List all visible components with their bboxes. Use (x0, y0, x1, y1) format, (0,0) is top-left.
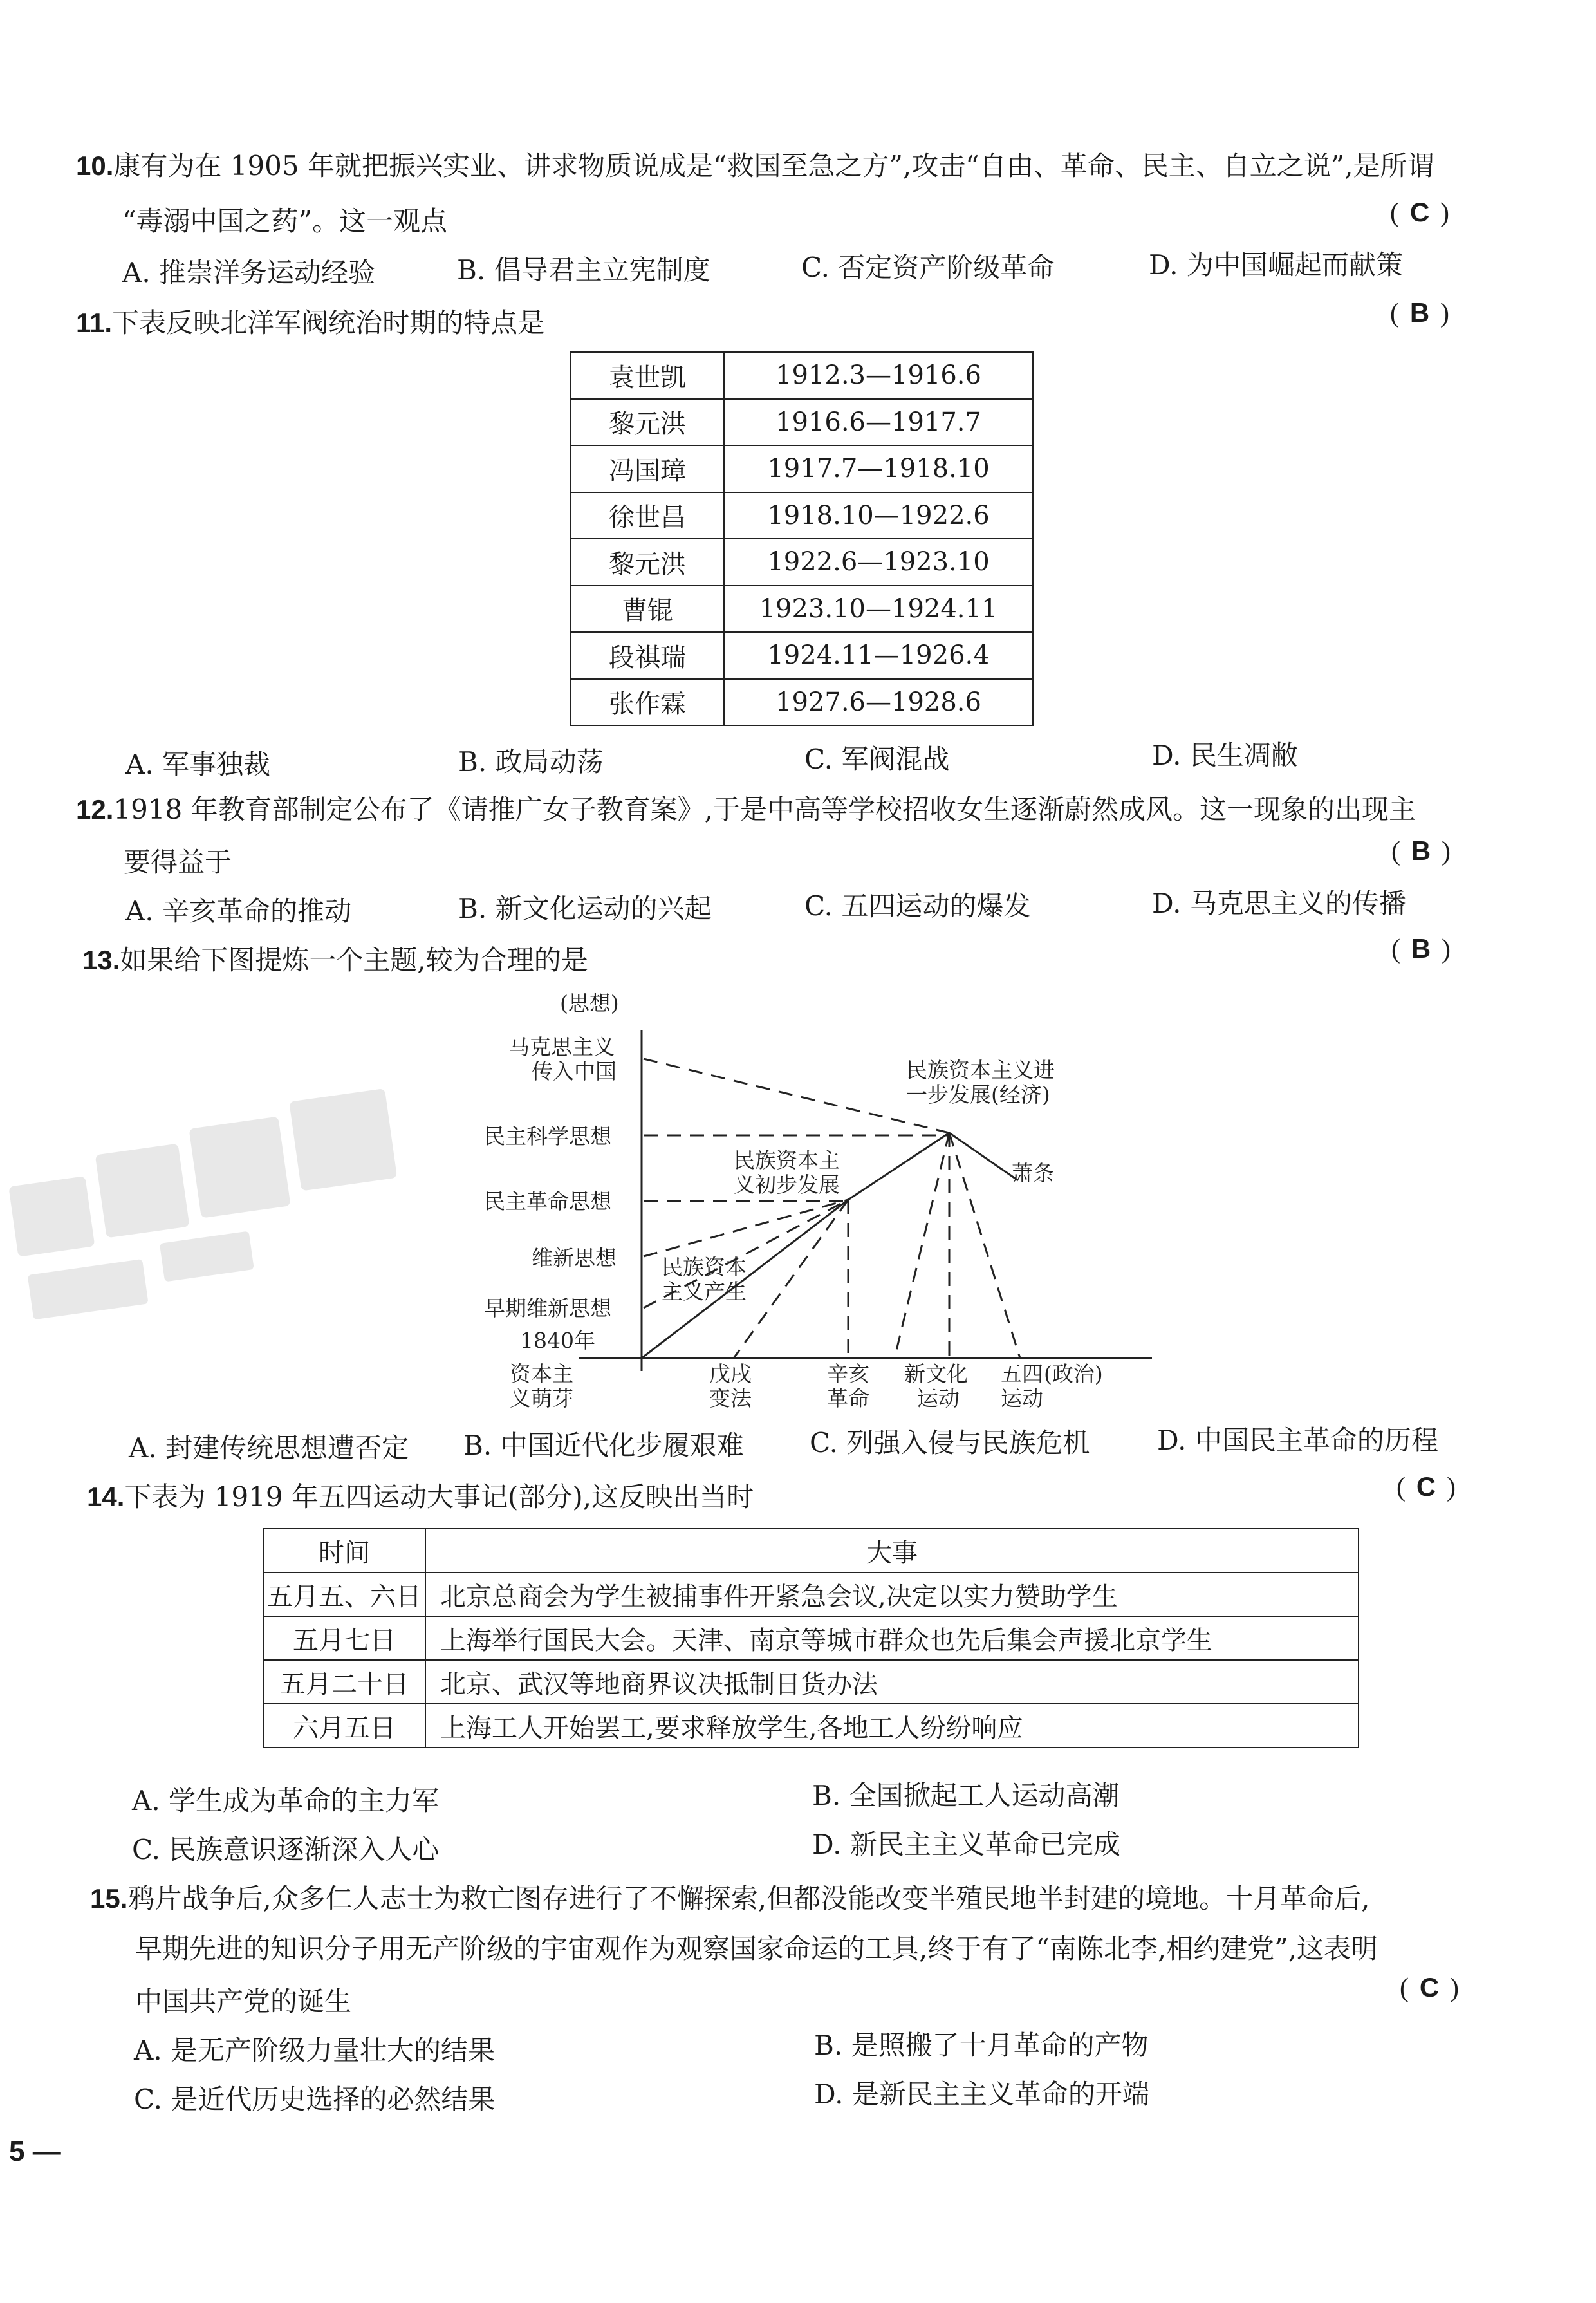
x-label-xinhai-2: 革命 (827, 1386, 869, 1411)
q13-option-d: D. 中国民主革命的历程 (1157, 1424, 1438, 1456)
q12-stem-1: 1918 年教育部制定公布了《请推广女子教育案》,于是中高等学校招收女生逐渐蔚然成风。这一现象的出现主 (113, 794, 1416, 825)
q13-option-c: C. 列强入侵与民族危机 (810, 1427, 1090, 1459)
q14-stem: 下表为 1919 年五四运动大事记(部分),这反映出当时 (124, 1481, 754, 1513)
x-label-capitalism-sprout-1: 资本主 (510, 1361, 573, 1386)
dash-wuxu (734, 1200, 848, 1358)
x-axis-title: (政治) (1044, 1361, 1103, 1386)
y-label-marxism-2: 传入中国 (532, 1059, 617, 1084)
q15-stem-3: 中国共产党的诞生 (135, 1986, 352, 2017)
q15-answer: C (1419, 1972, 1440, 2002)
dash-new-culture-2 (895, 1133, 949, 1358)
q10-option-b: B. 倡导君主立宪制度 (457, 254, 710, 286)
table-cell-date: 五月二十日 (263, 1660, 425, 1704)
table-cell-period: 1924.11—1926.4 (724, 632, 1033, 679)
table-row (263, 1572, 1359, 1616)
table-row (571, 539, 1033, 586)
q12-option-a: A. 辛亥革命的推动 (125, 895, 352, 927)
x-label-may-fourth-1: 五四 (1001, 1361, 1043, 1386)
q15-option-c: C. 是近代历史选择的必然结果 (134, 2084, 496, 2115)
x-label-xinhai-1: 辛亥 (827, 1361, 869, 1386)
q15-stem-1: 鸦片战争后,众多仁人志士为救亡图存进行了不懈探索,但都没能改变半殖民地半封建的境地。十月革命后, (127, 1883, 1370, 1914)
table-cell-period: 1923.10—1924.11 (724, 586, 1033, 633)
table-cell-period: 1918.10—1922.6 (724, 492, 1033, 539)
table-row (571, 445, 1033, 492)
q10-number: 10. (76, 151, 114, 181)
table-row (571, 399, 1033, 446)
table-row (571, 352, 1033, 399)
q11-answer-bracket: ( B ) (1390, 297, 1449, 328)
dash-marxism (644, 1059, 949, 1133)
table-cell-period: 1917.7—1918.10 (724, 445, 1033, 492)
q10-stem-2: “毒溺中国之药”。这一观点 (122, 205, 447, 237)
q14-line (87, 1480, 754, 1514)
header-time: 时间 (263, 1529, 425, 1572)
q14-answer-bracket: ( C ) (1396, 1471, 1456, 1502)
annotation-initial-develop-1: 民族资本主 (734, 1148, 840, 1173)
q15-answer-bracket: ( C ) (1400, 1972, 1459, 2003)
x-label-new-culture-2: 运动 (917, 1386, 960, 1411)
q11-option-c: C. 军阀混战 (804, 743, 950, 775)
q11-answer: B (1409, 297, 1430, 328)
q10-line1 (76, 149, 1434, 183)
q12-number: 12. (76, 794, 114, 825)
q11-stem: 下表反映北洋军阀统治时期的特点是 (112, 307, 545, 339)
q13-answer-bracket: ( B ) (1391, 933, 1451, 964)
x-label-capitalism-sprout-2: 义萌芽 (510, 1386, 573, 1411)
table-cell-event: 上海举行国民大会。天津、南京等城市群众也先后集会声援北京学生 (425, 1616, 1359, 1660)
table-cell-event: 北京总商会为学生被捕事件开紧急会议,决定以实力赞助学生 (425, 1572, 1359, 1616)
annotation-develop-further-1: 民族资本主义进 (906, 1058, 1055, 1083)
q10-option-a: A. 推崇洋务运动经验 (122, 257, 376, 288)
q10-stem-1: 康有为在 1905 年就把振兴实业、讲求物质说成是“救国至急之方”,攻击“自由、革命、民主、自立之说”,是所谓 (113, 150, 1434, 182)
table-cell-name: 曹锟 (571, 586, 724, 633)
q14-option-b: B. 全国掀起工人运动高潮 (812, 1780, 1120, 1811)
annotation-decline: 萧条 (1012, 1161, 1054, 1186)
dash-reform (644, 1200, 848, 1256)
table-cell-name: 徐世昌 (571, 492, 724, 539)
q12-option-c: C. 五四运动的爆发 (804, 890, 1031, 922)
table-cell-event: 北京、武汉等地商界议决抵制日货办法 (425, 1660, 1359, 1704)
q15-option-d: D. 是新民主主义革命的开端 (814, 2078, 1149, 2110)
annotation-emerge-1: 民族资本 (662, 1254, 747, 1280)
q10-answer-bracket: ( C ) (1390, 197, 1449, 228)
table-cell-date: 五月七日 (263, 1616, 425, 1660)
table-row (263, 1704, 1359, 1748)
q15-number: 15. (90, 1883, 128, 1914)
table-row (571, 679, 1033, 726)
dash-may-fourth (949, 1133, 1020, 1358)
table-row (571, 632, 1033, 679)
q13-stem: 如果给下图提炼一个主题,较为合理的是 (120, 944, 588, 976)
annotation-develop-further-2: 一步发展(经济) (906, 1082, 1050, 1107)
q12-line1 (76, 793, 1416, 826)
table-cell-period: 1922.6—1923.10 (724, 539, 1033, 586)
table-cell-name: 袁世凯 (571, 352, 724, 399)
table-cell-period: 1912.3—1916.6 (724, 352, 1033, 399)
q13-option-b: B. 中国近代化步履艰难 (463, 1430, 744, 1461)
y-label-1840: 1840年 (520, 1328, 595, 1353)
q15-stem-2: 早期先进的知识分子用无产阶级的宇宙观作为观察国家命运的工具,终于有了“南陈北李,相约建党”,这表明 (135, 1933, 1378, 1964)
q13-answer: B (1411, 933, 1431, 964)
q11-option-d: D. 民生凋敝 (1152, 740, 1298, 771)
table-cell-name: 黎元洪 (571, 539, 724, 586)
q14-option-c: C. 民族意识逐渐深入人心 (132, 1834, 440, 1865)
q10-answer: C (1409, 197, 1430, 227)
q13-number: 13. (82, 945, 120, 975)
q14-answer: C (1416, 1471, 1436, 1502)
q12-stem-2: 要得益于 (124, 846, 232, 878)
table-row (263, 1660, 1359, 1704)
q11-table (570, 351, 1034, 726)
q14-table (263, 1528, 1359, 1748)
q10-option-c: C. 否定资产阶级革命 (801, 252, 1055, 283)
y-label-democracy-science: 民主科学思想 (484, 1124, 611, 1149)
table-cell-event: 上海工人开始罢工,要求释放学生,各地工人纷纷响应 (425, 1704, 1359, 1748)
y-label-democratic-revolution: 民主革命思想 (484, 1189, 611, 1214)
x-label-wuxu-2: 变法 (709, 1386, 752, 1411)
q11-option-a: A. 军事独裁 (125, 749, 271, 780)
table-cell-date: 五月五、六日 (263, 1572, 425, 1616)
table-row (263, 1616, 1359, 1660)
q15-line1 (90, 1882, 1369, 1916)
q12-answer-bracket: ( B ) (1391, 835, 1451, 866)
table-cell-name: 冯国璋 (571, 445, 724, 492)
q12-answer: B (1411, 835, 1431, 866)
q11-number: 11. (76, 308, 113, 338)
annotation-initial-develop-2: 义初步发展 (734, 1172, 840, 1197)
table-cell-period: 1927.6—1928.6 (724, 679, 1033, 726)
table-row (571, 586, 1033, 633)
table-cell-period: 1916.6—1917.7 (724, 399, 1033, 446)
q13-diagram (450, 978, 1171, 1429)
header-event: 大事 (425, 1529, 1359, 1572)
q14-number: 14. (87, 1482, 125, 1512)
y-label-early-reform: 早期维新思想 (484, 1296, 611, 1321)
q14-option-d: D. 新民主主义革命已完成 (812, 1829, 1120, 1860)
table-cell-date: 六月五日 (263, 1704, 425, 1748)
x-label-wuxu-1: 戊戌 (709, 1361, 752, 1386)
q13-option-a: A. 封建传统思想遭否定 (129, 1432, 409, 1464)
q14-option-a: A. 学生成为革命的主力军 (132, 1785, 440, 1816)
y-axis-title: (思想) (560, 991, 619, 1016)
q12-option-d: D. 马克思主义的传播 (1152, 888, 1406, 919)
x-label-new-culture-1: 新文化 (904, 1361, 968, 1386)
watermark-stamp (0, 1088, 425, 1319)
table-cell-name: 黎元洪 (571, 399, 724, 446)
table-row (571, 492, 1033, 539)
annotation-emerge-2: 主义产生 (662, 1279, 747, 1304)
table-cell-name: 张作霖 (571, 679, 724, 726)
q15-option-a: A. 是无产阶级力量壮大的结果 (134, 2035, 496, 2066)
page-number: 5 — (9, 2136, 61, 2167)
q13-line (82, 944, 588, 977)
q11-line (76, 306, 544, 340)
table-header-row (263, 1529, 1359, 1572)
y-label-marxism-1: 马克思主义 (508, 1034, 615, 1059)
q12-option-b: B. 新文化运动的兴起 (458, 893, 712, 924)
q10-option-d: D. 为中国崛起而献策 (1149, 249, 1403, 281)
x-label-may-fourth-2: 运动 (1001, 1386, 1043, 1411)
y-label-reform: 维新思想 (532, 1245, 617, 1271)
q15-option-b: B. 是照搬了十月革命的产物 (814, 2029, 1149, 2061)
table-cell-name: 段祺瑞 (571, 632, 724, 679)
q11-option-b: B. 政局动荡 (458, 746, 604, 778)
